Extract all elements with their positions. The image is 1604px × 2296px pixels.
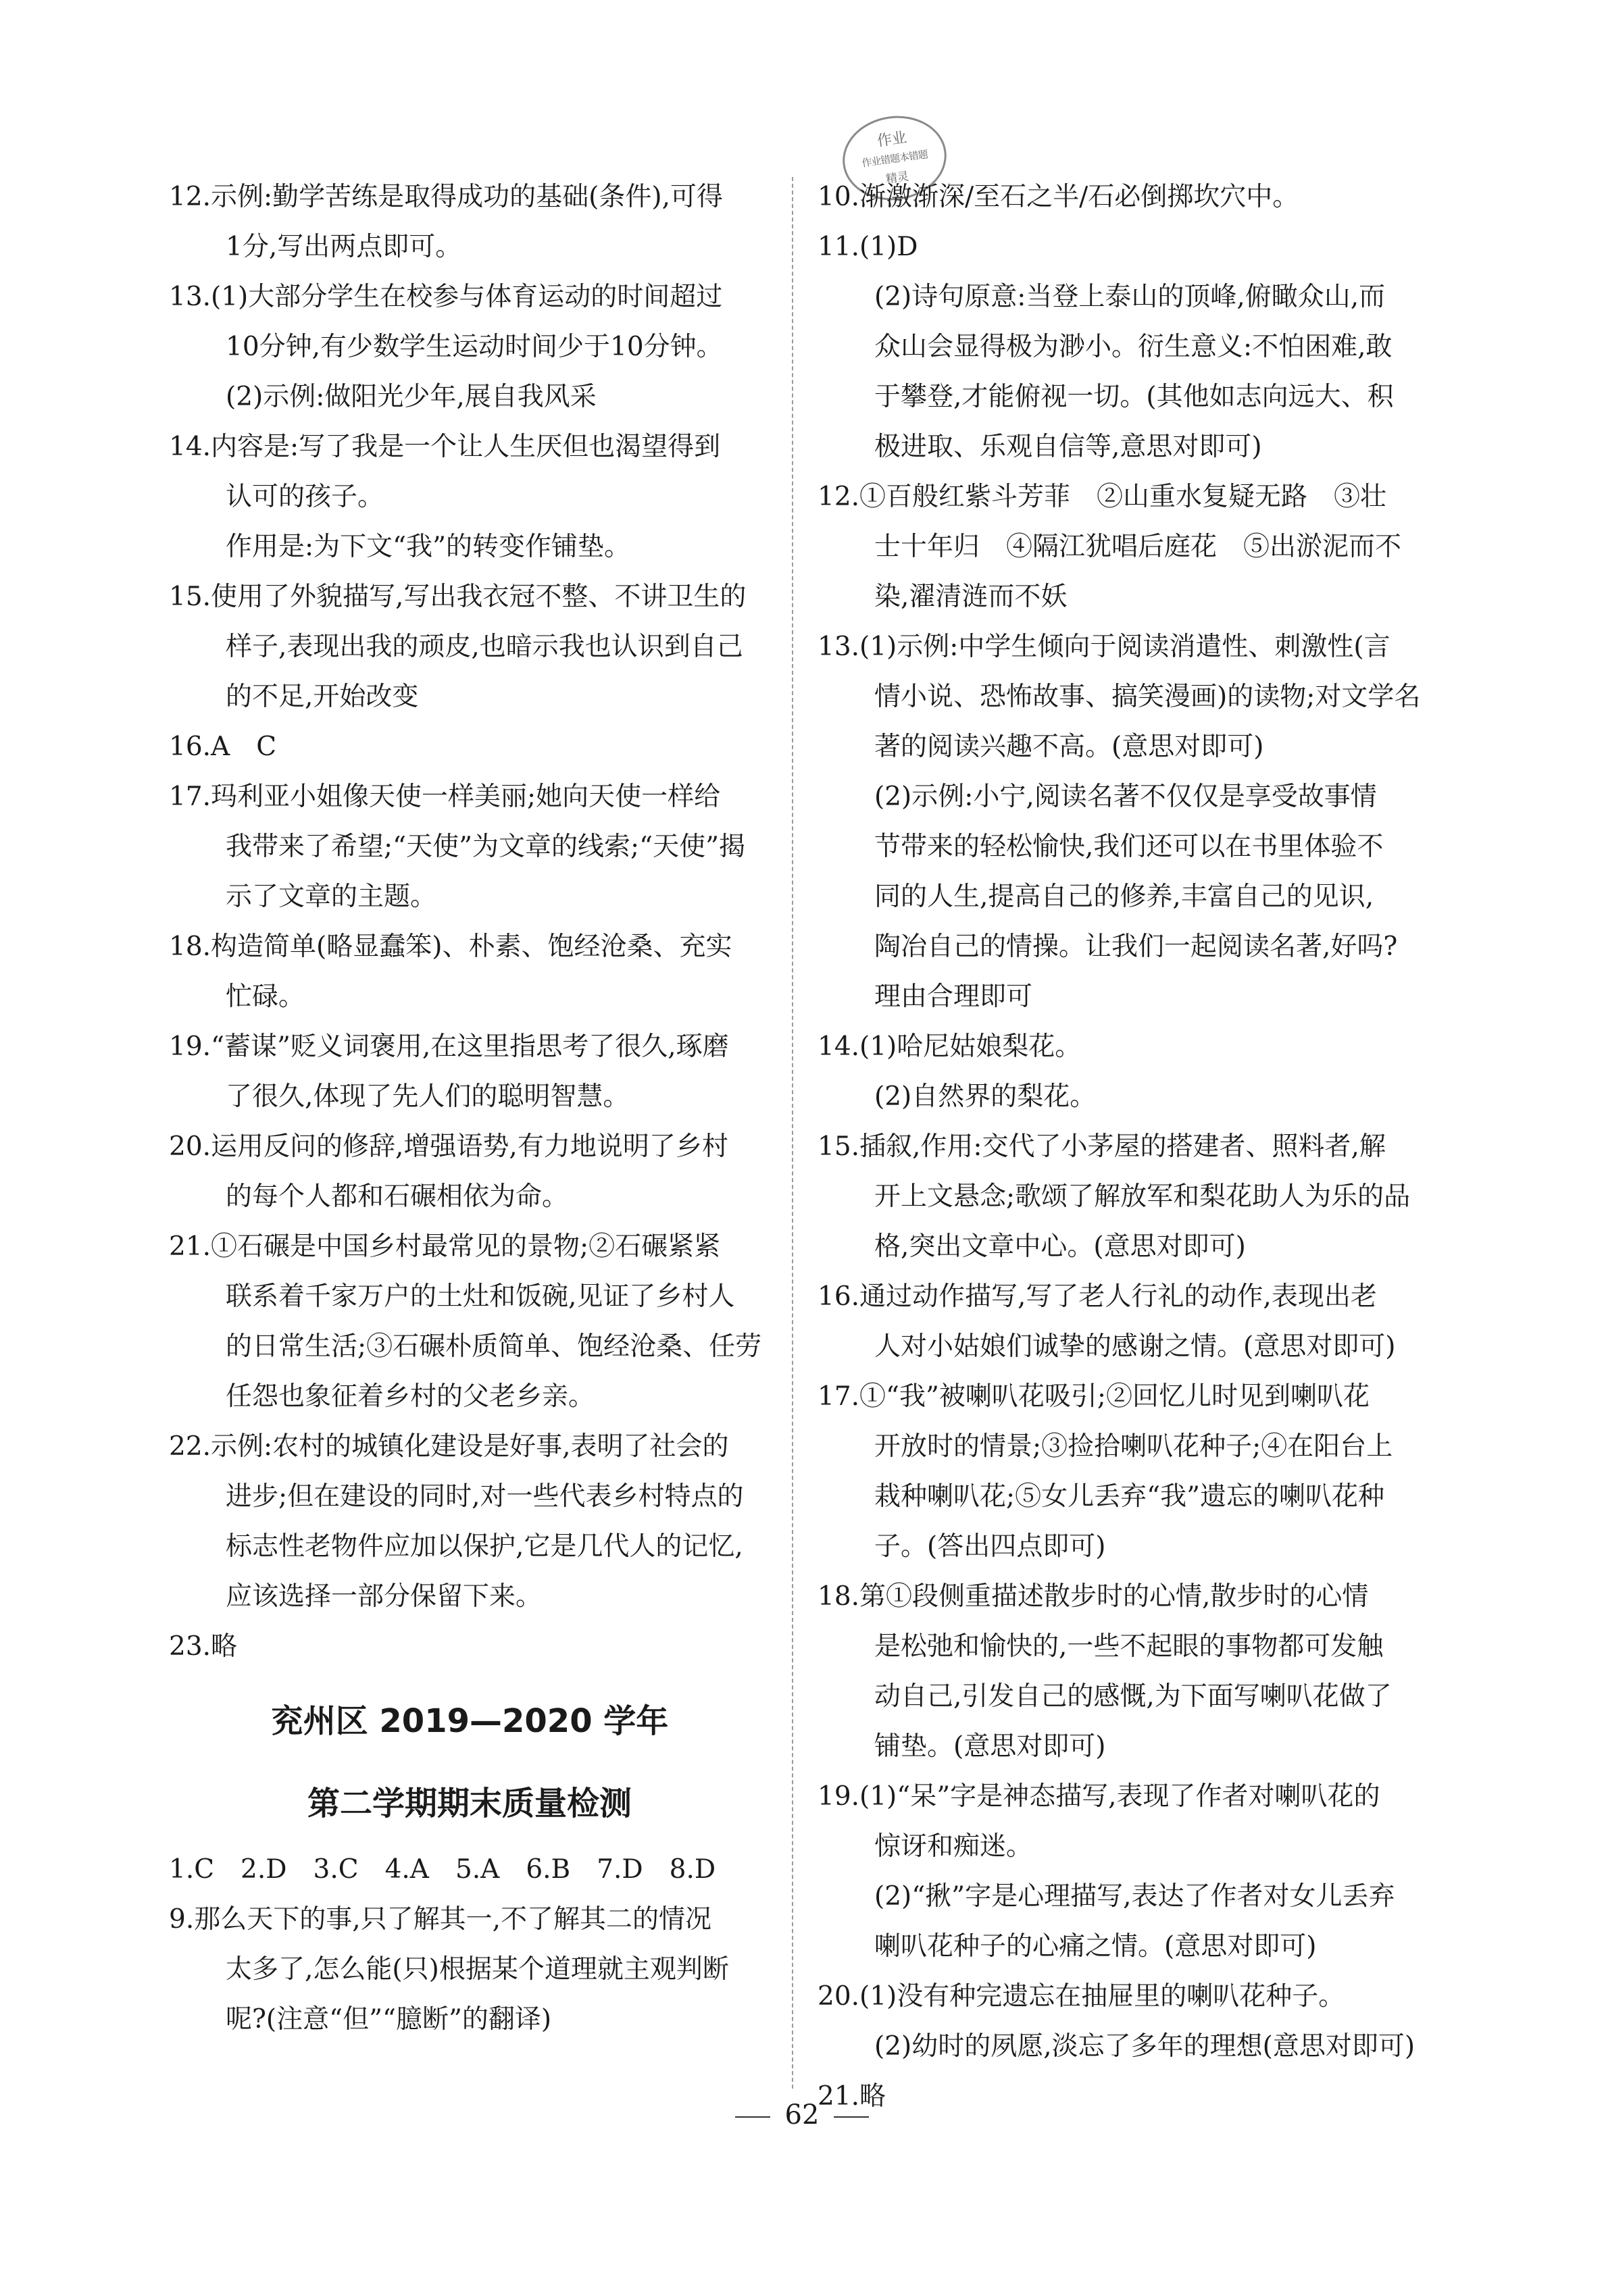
answer-line: 15.插叙,作用:交代了小茅屋的搭建者、照料者,解 xyxy=(818,1131,1386,1162)
answer-item xyxy=(818,1372,1453,1572)
answer-line: 情小说、恐怖故事、搞笑漫画)的读物;对文学名 xyxy=(874,682,1421,712)
answer-line: 17.玛利亚小姐像天使一样美丽;她向天使一样给 xyxy=(169,782,721,812)
answer-line: 理由合理即可 xyxy=(874,981,1033,1012)
answer-line: 呢?(注意“但”“臆断”的翻译) xyxy=(226,2004,552,2035)
answer-line: 了很久,体现了先人们的聪明智慧。 xyxy=(226,1081,630,1112)
answer-line: 的每个人都和石碾相依为命。 xyxy=(226,1181,569,1212)
answer-item xyxy=(169,1022,770,1122)
answer-line: 作用是:为下文“我”的转变作铺垫。 xyxy=(226,532,631,562)
answer-line: 20.运用反问的修辞,增强语势,有力地说明了乡村 xyxy=(169,1131,728,1162)
answer-line: 18.构造简单(略显蠢笨)、朴素、饱经沧桑、充实 xyxy=(169,932,732,962)
answer-line: 众山会显得极为渺小。衍生意义:不怕困难,敢 xyxy=(874,332,1393,362)
answer-line: 19.“蓄谋”贬义词褒用,在这里指思考了很久,琢磨 xyxy=(169,1031,729,1062)
answer-line: 19.(1)“呆”字是神态描写,表现了作者对喇叭花的 xyxy=(818,1781,1380,1812)
answer-line: 喇叭花种子的心痛之情。(意思对即可) xyxy=(874,1931,1317,1962)
answer-item xyxy=(169,1122,770,1222)
answer-item xyxy=(818,1972,1453,2072)
answer-line: 忙碌。 xyxy=(226,981,305,1012)
answer-line: 11.(1)D xyxy=(818,232,918,262)
answer-line: 于攀登,才能俯视一切。(其他如志向远大、积 xyxy=(874,382,1394,412)
answer-line: (2)幼时的夙愿,淡忘了多年的理想(意思对即可) xyxy=(874,2031,1415,2062)
answer-item xyxy=(169,1422,770,1622)
answer-line: (2)示例:小宁,阅读名著不仅仅是享受故事情 xyxy=(874,782,1377,812)
answer-item xyxy=(818,172,1453,222)
answer-line: 13.(1)大部分学生在校参与体育运动的时间超过 xyxy=(169,282,723,312)
answer-line: 12.示例:勤学苦练是取得成功的基础(条件),可得 xyxy=(169,182,723,212)
answer-line: 14.内容是:写了我是一个让人生厌但也渴望得到 xyxy=(169,432,721,462)
answer-line: 21.①石碾是中国乡村最常见的景物;②石碾紧紧 xyxy=(169,1231,721,1262)
answer-item xyxy=(818,1272,1453,1372)
answer-line: 示了文章的主题。 xyxy=(226,882,437,912)
answer-line: 1.C 2.D 3.C 4.A 5.A 6.B 7.D 8.D xyxy=(169,1854,716,1885)
stamp-line-1: 作业 xyxy=(876,129,908,151)
answer-line: 9.那么天下的事,只了解其一,不了解其二的情况 xyxy=(169,1904,712,1935)
footer-dash-left xyxy=(735,2116,770,2118)
answer-item xyxy=(169,1622,770,1672)
answer-line: 22.示例:农村的城镇化建设是好事,表明了社会的 xyxy=(169,1431,729,1462)
answer-line: 是松弛和愉快的,一些不起眼的事物都可发触 xyxy=(874,1631,1384,1662)
answer-item xyxy=(818,1772,1453,1972)
answer-line: 15.使用了外貌描写,写出我衣冠不整、不讲卫生的 xyxy=(169,582,747,612)
section-title-exam: 第二学期期末质量检测 xyxy=(307,1785,632,1822)
answer-line: (2)自然界的梨花。 xyxy=(874,1081,1097,1112)
answer-item xyxy=(818,472,1453,622)
answer-line: 染,濯清涟而不妖 xyxy=(874,582,1068,612)
section-title-year: 兖州区 2019—2020 学年 xyxy=(270,1702,669,1740)
right-answer-list xyxy=(818,172,1453,2122)
answer-line: 样子,表现出我的顽皮,也暗示我也认识到自己 xyxy=(226,632,743,662)
answer-item xyxy=(818,622,1453,1022)
answer-line: 联系着千家万户的土灶和饭碗,见证了乡村人 xyxy=(226,1281,735,1312)
answer-item xyxy=(818,222,1453,472)
answer-line: 18.第①段侧重描述散步时的心情,散步时的心情 xyxy=(818,1581,1369,1612)
answer-item xyxy=(169,272,770,422)
answer-item xyxy=(169,1895,770,2045)
answer-line: 极进取、乐观自信等,意思对即可) xyxy=(874,432,1262,462)
answer-line: 太多了,怎么能(只)根据某个道理就主观判断 xyxy=(226,1954,729,1985)
answer-line: 17.①“我”被喇叭花吸引;②回忆儿时见到喇叭花 xyxy=(818,1381,1370,1412)
answer-line: (2)诗句原意:当登上泰山的顶峰,俯瞰众山,而 xyxy=(874,282,1386,312)
answer-line: 应该选择一部分保留下来。 xyxy=(226,1581,543,1612)
answer-item xyxy=(169,722,770,772)
answer-line: 16.A C xyxy=(169,732,277,762)
stamp-line-3: 精灵 xyxy=(884,170,910,186)
answer-line: 铺垫。(意思对即可) xyxy=(874,1731,1106,1762)
answer-line: 士十年归 ④隔江犹唱后庭花 ⑤出淤泥而不 xyxy=(874,532,1402,562)
answer-line: 的日常生活;③石碾朴质简单、饱经沧桑、任劳 xyxy=(226,1331,762,1362)
answer-item xyxy=(169,1222,770,1422)
answer-line: 陶冶自己的情操。让我们一起阅读名著,好吗? xyxy=(874,932,1398,962)
answer-item xyxy=(818,1122,1453,1272)
answer-item xyxy=(169,422,770,572)
answer-item xyxy=(169,772,770,922)
answer-line: (2)示例:做阳光少年,展自我风采 xyxy=(226,382,597,412)
answer-line: 20.(1)没有种完遗忘在抽屉里的喇叭花种子。 xyxy=(818,1981,1345,2012)
answer-line: 子。(答出四点即可) xyxy=(874,1531,1106,1562)
left-column xyxy=(169,172,770,2045)
right-column xyxy=(818,172,1453,2122)
answer-line: 标志性老物件应加以保护,它是几代人的记忆, xyxy=(226,1531,743,1562)
answer-line: 栽种喇叭花;⑤女儿丢弃“我”遗忘的喇叭花种 xyxy=(874,1481,1385,1512)
answer-line: 我带来了希望;“天使”为文章的线索;“天使”揭 xyxy=(226,832,746,862)
answer-item xyxy=(169,572,770,722)
answer-line: 13.(1)示例:中学生倾向于阅读消遣性、刺激性(言 xyxy=(818,632,1390,662)
answer-line: (2)“揪”字是心理描写,表达了作者对女儿丢弃 xyxy=(874,1881,1395,1912)
answer-line: 1分,写出两点即可。 xyxy=(226,232,462,262)
answer-line: 10分钟,有少数学生运动时间少于10分钟。 xyxy=(226,332,723,362)
left-answer-list xyxy=(169,172,770,1672)
answer-line: 认可的孩子。 xyxy=(226,482,384,512)
left-answer-list-after xyxy=(169,1845,770,2045)
answer-item xyxy=(169,172,770,272)
answer-line: 16.通过动作描写,写了老人行礼的动作,表现出老 xyxy=(818,1281,1377,1312)
answer-line: 格,突出文章中心。(意思对即可) xyxy=(874,1231,1246,1262)
answer-line: 21.略 xyxy=(818,2081,886,2112)
footer-dash-right xyxy=(834,2116,869,2118)
answer-line: 同的人生,提高自己的修养,丰富自己的见识, xyxy=(874,882,1374,912)
answer-line: 任怨也象征着乡村的父老乡亲。 xyxy=(226,1381,595,1412)
column-divider xyxy=(792,177,793,2089)
answer-line: 著的阅读兴趣不高。(意思对即可) xyxy=(874,732,1264,762)
answer-item xyxy=(818,1572,1453,1772)
answer-line: 进步;但在建设的同时,对一些代表乡村特点的 xyxy=(226,1481,744,1512)
page-number: 62 xyxy=(784,2099,820,2131)
stamp-line-2: 作业错题本错题 xyxy=(861,148,928,170)
answer-line: 惊讶和痴迷。 xyxy=(874,1831,1033,1862)
page-footer xyxy=(0,2099,1604,2131)
answer-line: 开上文悬念;歌颂了解放军和梨花助人为乐的品 xyxy=(874,1181,1411,1212)
answer-line: 23.略 xyxy=(169,1631,238,1662)
answer-line: 14.(1)哈尼姑娘梨花。 xyxy=(818,1031,1082,1062)
answer-line: 动自己,引发自己的感慨,为下面写喇叭花做了 xyxy=(874,1681,1392,1712)
answer-item xyxy=(169,1845,770,1895)
answer-line: 节带来的轻松愉快,我们还可以在书里体验不 xyxy=(874,832,1384,862)
answer-line: 开放时的情景;③捡拾喇叭花种子;④在阳台上 xyxy=(874,1431,1393,1462)
answer-item xyxy=(169,922,770,1022)
answer-item xyxy=(818,1022,1453,1122)
answer-line: 12.①百般红紫斗芳菲 ②山重水复疑无路 ③壮 xyxy=(818,482,1387,512)
answer-line: 的不足,开始改变 xyxy=(226,682,419,712)
answer-line: 10.渐激渐深/至石之半/石必倒掷坎穴中。 xyxy=(818,182,1299,212)
answer-line: 人对小姑娘们诚挚的感谢之情。(意思对即可) xyxy=(874,1331,1396,1362)
